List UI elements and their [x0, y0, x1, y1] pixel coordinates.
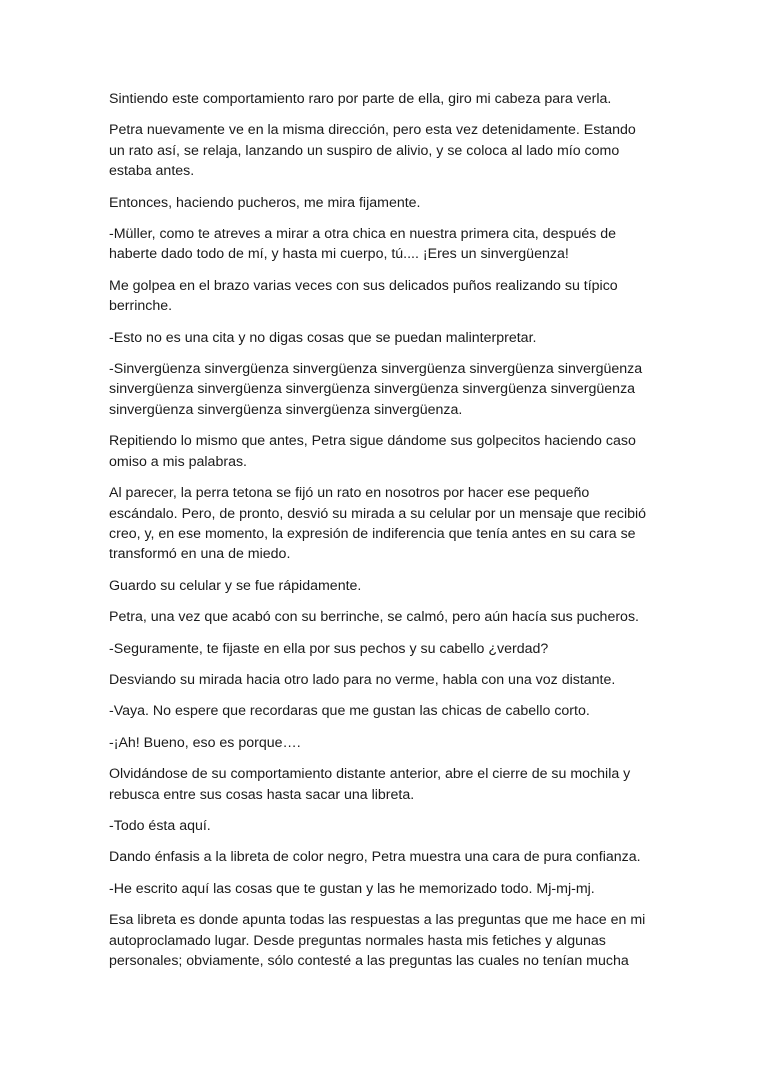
paragraph: Al parecer, la perra tetona se fijó un rato en nosotros por hacer ese pequeño escándalo. Pero, de pronto, desvió su mirada a su celular por un mensaje que recibió creo, y, en ese momento, la expresión de indiferencia que tenía antes en su cara se transformó en una de miedo.	[109, 485, 647, 563]
paragraph: Sintiendo este comportamiento raro por parte de ella, giro mi cabeza para verla.	[109, 91, 612, 107]
paragraph: Entonces, haciendo pucheros, me mira fijamente.	[109, 194, 421, 211]
paragraph: -Vaya. No espere que recordaras que me gustan las chicas de cabello corto.	[109, 703, 590, 720]
paragraph: -Müller, como te atreves a mirar a otra chica en nuestra primera cita, después de haberte dado todo de mí, y hasta mi cuerpo, tú.... ¡Eres un sinvergüenza!	[109, 226, 617, 263]
paragraph: -Todo ésta aquí.	[109, 817, 211, 834]
paragraph: Me golpea en el brazo varias veces con sus delicados puños realizando su típico berrinche.	[109, 277, 618, 315]
paragraph: Desviando su mirada hacia otro lado para no verme, habla con una voz distante.	[109, 671, 616, 688]
paragraph: Esa libreta es donde apunta todas las respuestas a las preguntas que me hace en mi autoproclamado lugar. Desde preguntas normales hasta mis fetiches y algunas personales; obviamente, sólo contesté a las preguntas las cuales no tenían mucha	[109, 912, 646, 969]
paragraph: Guardo su celular y se fue rápidamente.	[109, 577, 362, 594]
paragraph: -¡Ah! Bueno, eso es porque….	[109, 734, 301, 751]
paragraph: -He escrito aquí las cosas que te gustan y las he memorizado todo. Mj-mj-mj.	[109, 880, 595, 897]
paragraph: Petra, una vez que acabó con su berrinche, se calmó, pero aún hacía sus pucheros.	[109, 609, 639, 626]
paragraph: Dando énfasis a la libreta de color negro, Petra muestra una cara de pura confianza.	[109, 849, 641, 866]
paragraph: -Esto no es una cita y no digas cosas que se puedan malinterpretar.	[109, 329, 537, 346]
document-page	[109, 89, 654, 982]
paragraph: Petra nuevamente ve en la misma dirección, pero esta vez detenidamente. Estando un rato así, se relaja, lanzando un suspiro de alivio, y se coloca al lado mío como estaba antes.	[109, 122, 636, 180]
paragraph: Repitiendo lo mismo que antes, Petra sigue dándome sus golpecitos haciendo caso omiso a mis palabras.	[109, 433, 636, 470]
paragraph: -Seguramente, te fijaste en ella por sus pechos y su cabello ¿verdad?	[109, 640, 549, 657]
paragraph: -Sinvergüenza sinvergüenza sinvergüenza sinvergüenza sinvergüenza sinvergüenza sinvergüenza sinvergüenza sinvergüenza sinvergüenza sinvergüenza sinvergüenza sinvergüenza sinvergüenza sinvergüenza sinvergüenza.	[109, 361, 643, 418]
paragraph: Olvidándose de su comportamiento distante anterior, abre el cierre de su mochila y rebusca entre sus cosas hasta sacar una libreta.	[109, 766, 631, 803]
